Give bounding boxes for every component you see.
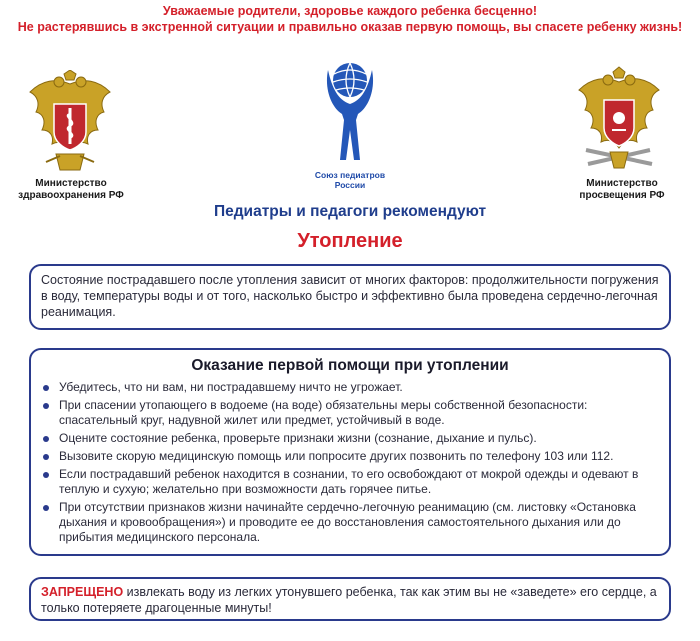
header-line-2: Не растерявшись в экстренной ситуации и правильно оказав первую помощь, вы спасете ребенку жизнь! — [17, 20, 683, 34]
union-pediatricians-logo-icon — [322, 60, 378, 168]
warning-box — [29, 577, 671, 621]
page-title: Утопление — [297, 230, 403, 252]
bullet-icon — [43, 472, 49, 478]
list-item: Оцените состояние ребенка, проверьте признаки жизни (сознание, дыхание и пульс). — [41, 431, 659, 446]
intro-text: Состояние пострадавшего после утопления зависит от многих факторов: продолжительности погружения в воду, температуры воды и от того, насколько быстро и эффективно была проведена сердечно-легочная реанимация. — [41, 273, 659, 319]
left-ministry-emblem-icon — [26, 70, 114, 176]
warning-keyword: ЗАПРЕЩЕНО — [41, 585, 124, 599]
bullet-icon — [43, 505, 49, 511]
first-aid-title: Оказание первой помощи при утоплении — [191, 357, 509, 374]
right-ministry-emblem-icon — [574, 66, 664, 176]
warning-text: извлекать воду из легких утонувшего ребенка, так как этим вы не «заведете» его сердце, а только потеряете драгоценные минуты! — [41, 585, 657, 615]
first-aid-box — [29, 348, 671, 556]
bullet-icon — [43, 385, 49, 391]
list-item: При спасении утопающего в водоеме (на воде) обязательны меры собственной безопасности: спасательный круг, надувной жилет или предмет, устойчивый в воде. — [41, 398, 659, 428]
bullet-icon — [43, 403, 49, 409]
header-line-1: Уважаемые родители, здоровье каждого ребенка бесценно! — [162, 4, 538, 18]
union-name: Союз педиатров России — [314, 170, 386, 190]
list-item: Если пострадавший ребенок находится в сознании, то его освобождают от мокрой одежды и одевают в теплую и сухую; желательно при возможности дать горячее питье. — [41, 467, 659, 497]
intro-box — [29, 264, 671, 330]
bullet-icon — [43, 436, 49, 442]
list-item: При отсутствии признаков жизни начинайте сердечно-легочную реанимацию (см. листовку «Остановка дыхания и кровообращения») и проводите ее до восстановления самостоятельного дыхания или до прибытия медицинского персонала. — [41, 500, 659, 545]
bullet-icon — [43, 454, 49, 460]
list-item: Убедитесь, что ни вам, ни пострадавшему ничто не угрожает. — [41, 380, 659, 395]
left-ministry-name: Министерство здравоохранения РФ — [18, 178, 124, 201]
first-aid-steps — [41, 380, 659, 545]
list-item: Вызовите скорую медицинскую помощь или попросите других позвонить по телефону 103 или 112. — [41, 449, 659, 464]
recommend-heading: Педиатры и педагоги рекомендуют — [213, 203, 487, 220]
right-ministry-name: Министерство просвещения РФ — [579, 178, 665, 201]
